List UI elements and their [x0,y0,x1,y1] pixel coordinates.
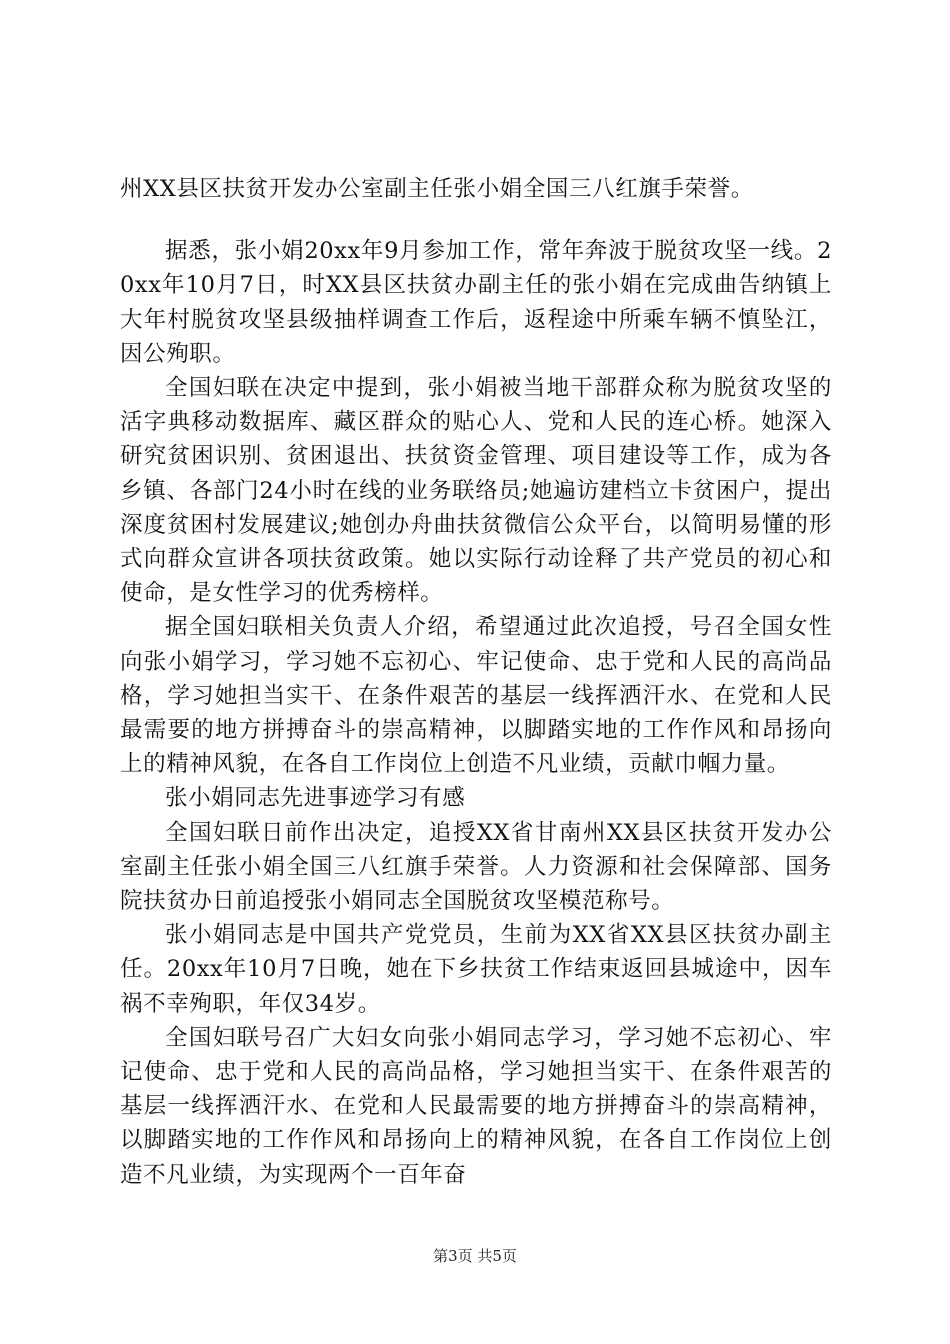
section-subtitle: 张小娟同志先进事迹学习有感 [165,785,466,812]
paragraph-continuation: 州XX县区扶贫开发办公室副主任张小娟全国三八红旗手荣誉。 [120,176,754,202]
paragraph-decision: 全国妇联在决定中提到，张小娟被当地干部群众称为脱贫攻坚的活字典移动数据库、藏区群众的贴心人、党和人民的连心桥。她深入研究贫困识别、贫困退出、扶贫资金管理、项目建设等工作，成为各乡镇、各部门24小时在线的业务联络员;她遍访建档立卡贫困户，提出深度贫困村发展建议;她创办舟曲扶贫微信公众平台，以简明易懂的形式向群众宣讲各项扶贫政策。她以实际行动诠释了共产党员的初心和使命，是女性学习的优秀榜样。 [120,375,832,607]
page-number: 第3页 共5页 [433,1247,517,1265]
paragraph-biography: 张小娟同志是中国共产党党员，生前为XX省XX县区扶贫办副主任。20xx年10月7日晚，她在下乡扶贫工作结束返回县城途中，因车祸不幸殉职，年仅34岁。 [120,922,832,1017]
paragraph-award: 全国妇联日前作出决定，追授XX省甘南州XX县区扶贫开发办公室副主任张小娟全国三八红旗手荣誉。人力资源和社会保障部、国务院扶贫办日前追授张小娟同志全国脱贫攻坚模范称号。 [120,819,832,915]
paragraph-appeal: 全国妇联号召广大妇女向张小娟同志学习，学习她不忘初心、牢记使命、忠于党和人民的高尚品格，学习她担当实干、在条件艰苦的基层一线挥洒汗水、在党和人民最需要的地方拼搏奋斗的崇高精神，以脚踏实地的工作作风和昂扬向上的精神风貌，在各自工作岗位上创造不凡业绩，为实现两个一百年奋 [120,1024,832,1188]
document-body [120,172,832,1192]
paragraph-background: 据悉，张小娟20xx年9月参加工作，常年奔波于脱贫攻坚一线。20xx年10月7日，时XX县区扶贫办副主任的张小娟在完成曲告纳镇上大年村脱贫攻坚县级抽样调查工作后，返程途中所乘车辆不慎坠江，因公殉职。 [120,238,832,367]
paragraph-call-to-learn: 据全国妇联相关负责人介绍，希望通过此次追授，号召全国女性向张小娟学习，学习她不忘初心、牢记使命、忠于党和人民的高尚品格，学习她担当实干、在条件艰苦的基层一线挥洒汗水、在党和人民最需要的地方拼搏奋斗的崇高精神，以脚踏实地的工作作风和昂扬向上的精神风貌，在各自工作岗位上创造不凡业绩，贡献巾帼力量。 [120,614,832,778]
